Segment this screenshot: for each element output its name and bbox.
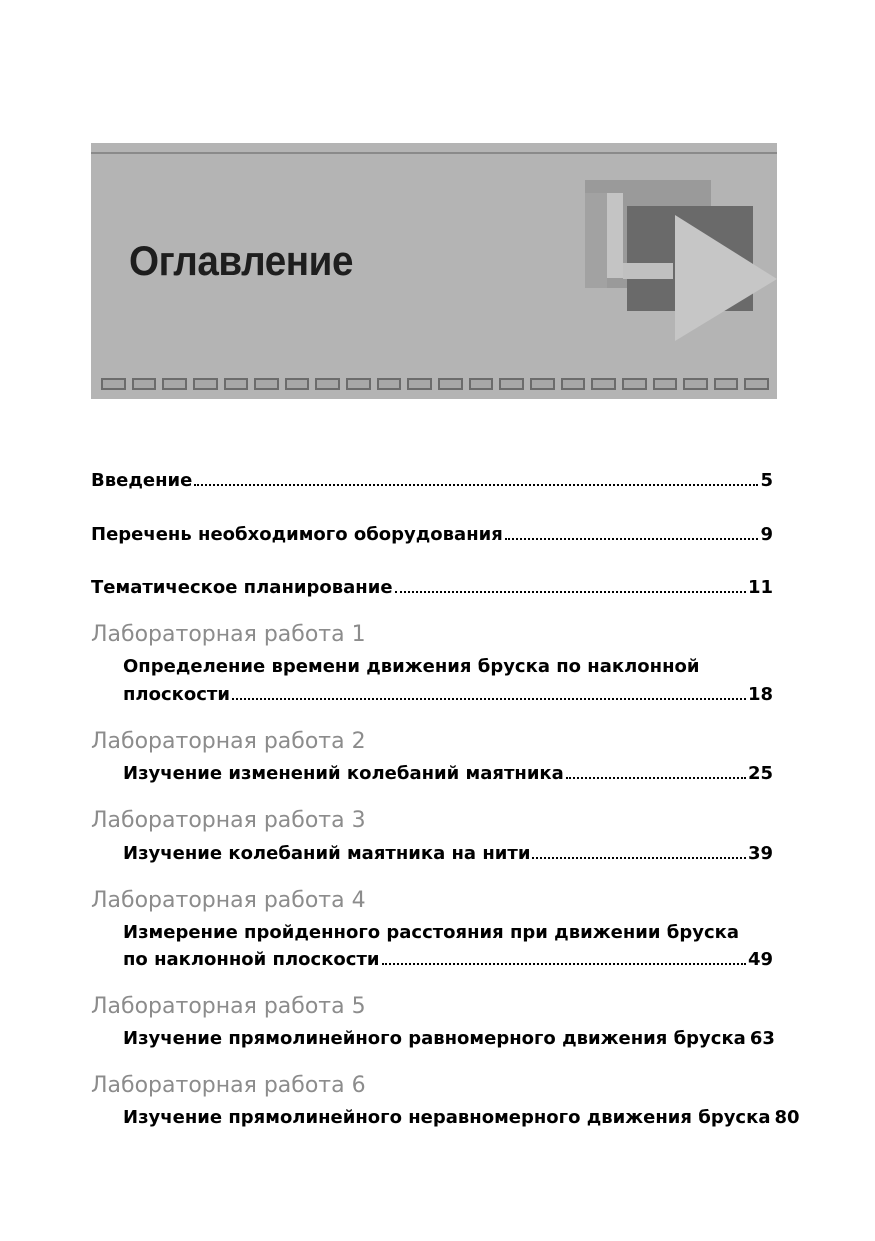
toc-entry-line[interactable]: Измерение пройденного расстояния при движении бруска xyxy=(123,922,739,943)
toc-entry-label: Перечень необходимого оборудования xyxy=(91,524,503,545)
dot-leader xyxy=(566,777,746,779)
toc-entry-lab-1[interactable] xyxy=(123,684,773,706)
toc-entry-label: Изучение прямолинейного равномерного движения бруска xyxy=(123,1028,746,1049)
dot-leader xyxy=(382,963,746,965)
dash-strip xyxy=(101,378,769,390)
dot-leader xyxy=(505,538,759,540)
page-title: Оглавление xyxy=(129,237,353,284)
toc-entry-lab-5[interactable] xyxy=(123,1028,773,1050)
dot-leader xyxy=(532,857,746,859)
toc-entry-label: плоскости xyxy=(123,684,230,705)
toc-page-number: 5 xyxy=(760,470,773,491)
toc-entry-planning[interactable] xyxy=(91,577,773,599)
toc-page-number: 39 xyxy=(747,843,773,864)
toc-entry-label: по наклонной плоскости xyxy=(123,949,380,970)
lab-heading: Лабораторная работа 3 xyxy=(91,808,366,833)
toc-entry-equipment[interactable] xyxy=(91,524,773,546)
toc-entry-label: Изучение изменений колебаний маятника xyxy=(123,763,564,784)
toc-page-number: 11 xyxy=(747,577,773,598)
toc-page-number: 63 xyxy=(749,1028,775,1049)
toc-entry-lab-2[interactable] xyxy=(123,763,773,785)
toc-page-number: 25 xyxy=(747,763,773,784)
toc-entry-lab-6[interactable] xyxy=(123,1107,800,1129)
toc-page-number: 18 xyxy=(747,684,773,705)
toc-page-number: 9 xyxy=(760,524,773,545)
toc-entry-label: Изучение колебаний маятника на нити xyxy=(123,843,531,864)
toc-page-number: 80 xyxy=(774,1107,800,1128)
lab-heading: Лабораторная работа 1 xyxy=(91,622,366,647)
toc-entry-label: Тематическое планирование xyxy=(91,577,393,598)
toc-entry-lab-3[interactable] xyxy=(123,843,773,865)
dot-leader xyxy=(232,698,746,700)
lab-heading: Лабораторная работа 2 xyxy=(91,729,366,754)
toc-entry-line[interactable]: Определение времени движения бруска по наклонной xyxy=(123,656,700,677)
dot-leader xyxy=(395,591,746,593)
toc-entry-label: Введение xyxy=(91,470,193,491)
toc-entry-lab-4[interactable] xyxy=(123,949,773,971)
toc-entry-intro[interactable] xyxy=(91,470,773,492)
lab-heading: Лабораторная работа 5 xyxy=(91,994,366,1019)
toc-page-number: 49 xyxy=(747,949,773,970)
chapter-banner xyxy=(91,143,777,399)
toc-entry-label: Изучение прямолинейного неравномерного движения бруска xyxy=(123,1107,771,1128)
lab-heading: Лабораторная работа 4 xyxy=(91,888,366,913)
lab-heading: Лабораторная работа 6 xyxy=(91,1073,366,1098)
dot-leader xyxy=(194,484,758,486)
